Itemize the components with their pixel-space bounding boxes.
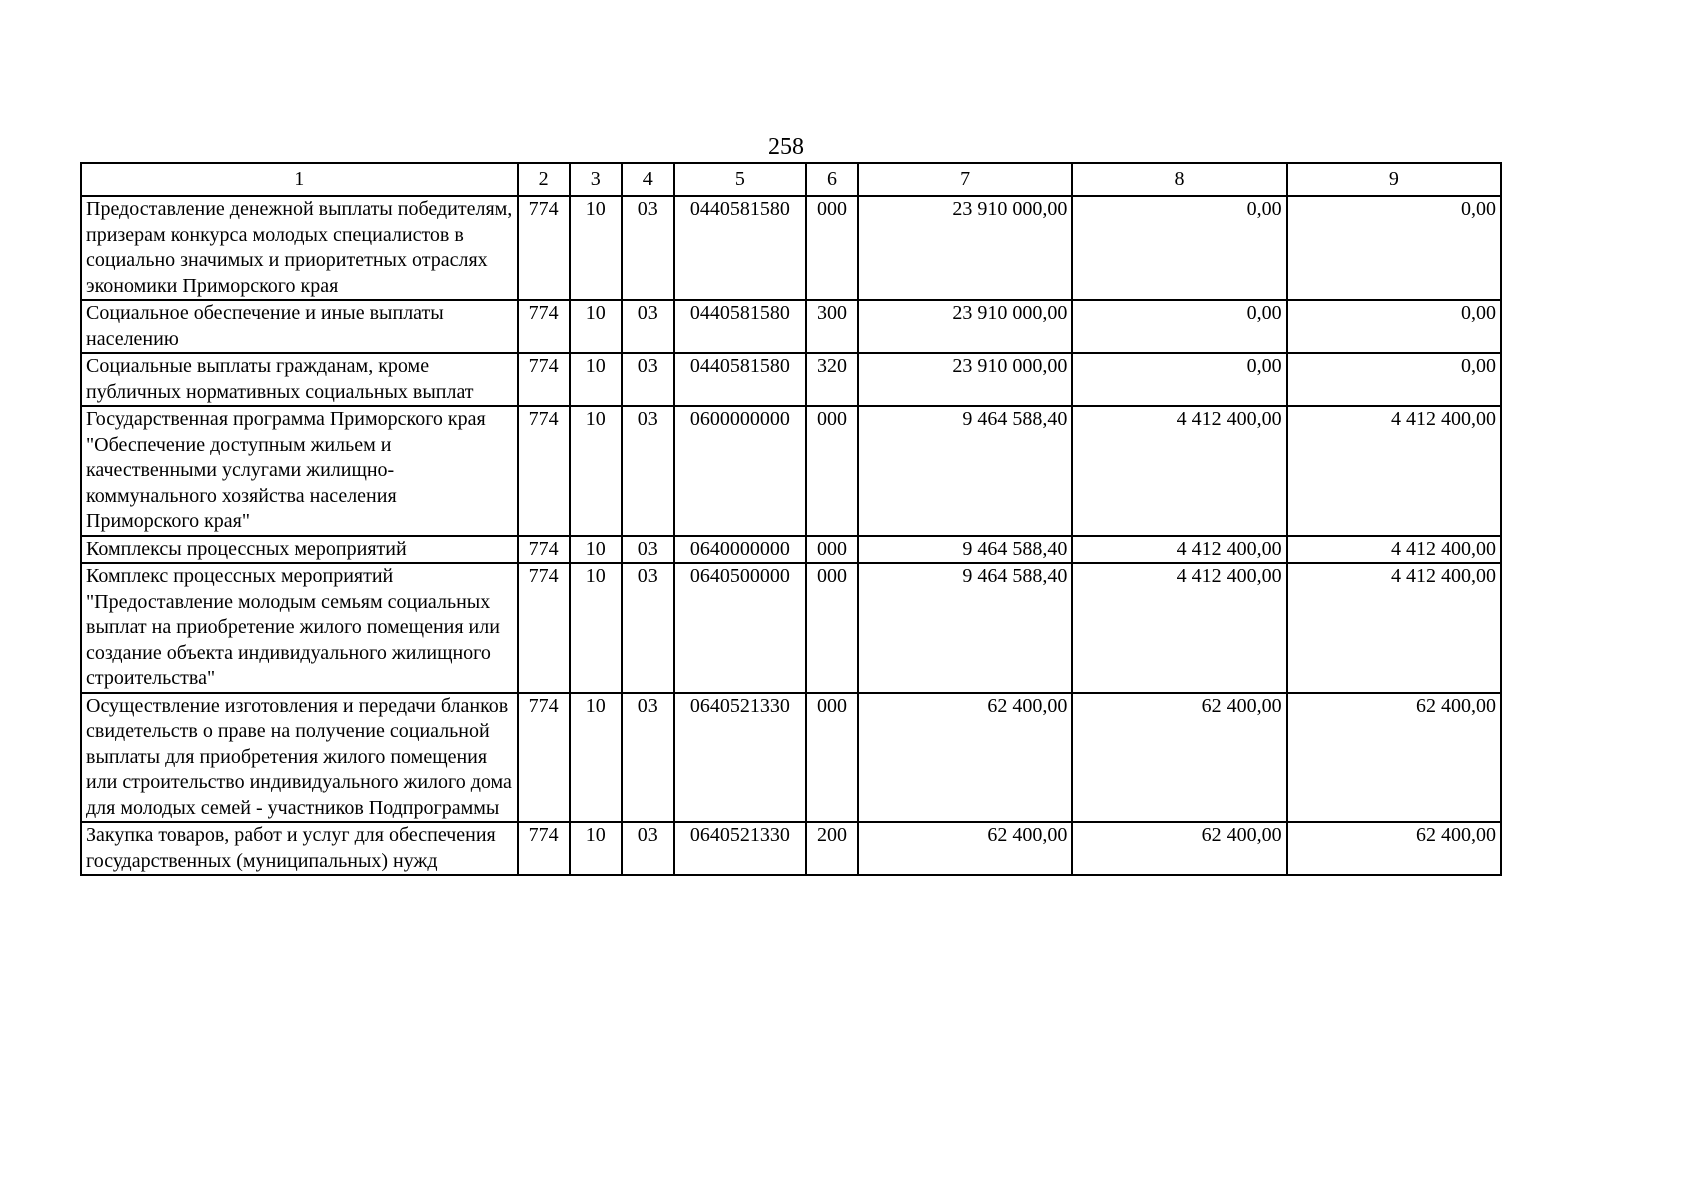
column-header-6: 6 [806, 163, 858, 196]
page-number: 258 [768, 134, 804, 160]
column-header-3: 3 [570, 163, 622, 196]
cell-amount-col9: 62 400,00 [1287, 822, 1501, 875]
cell-amount-col9: 0,00 [1287, 300, 1501, 353]
column-header-1: 1 [81, 163, 518, 196]
cell-subsection-code: 03 [622, 693, 674, 823]
cell-subsection-code: 03 [622, 822, 674, 875]
cell-amount-col9: 62 400,00 [1287, 693, 1501, 823]
cell-amount-col8: 4 412 400,00 [1072, 536, 1286, 564]
cell-section-code: 10 [570, 196, 622, 300]
cell-subsection-code: 03 [622, 536, 674, 564]
cell-amount-col7: 62 400,00 [858, 693, 1072, 823]
table-row [81, 353, 1501, 406]
cell-amount-col7: 62 400,00 [858, 822, 1072, 875]
cell-section-code: 10 [570, 822, 622, 875]
cell-amount-col9: 0,00 [1287, 196, 1501, 300]
column-header-4: 4 [622, 163, 674, 196]
cell-amount-col9: 4 412 400,00 [1287, 536, 1501, 564]
row-name: Комплексы процессных мероприятий [81, 536, 518, 564]
cell-target-article: 0440581580 [674, 196, 806, 300]
cell-subsection-code: 03 [622, 563, 674, 693]
cell-amount-col7: 9 464 588,40 [858, 406, 1072, 536]
cell-amount-col7: 9 464 588,40 [858, 563, 1072, 693]
cell-amount-col8: 62 400,00 [1072, 822, 1286, 875]
cell-subsection-code: 03 [622, 300, 674, 353]
row-name: Осуществление изготовления и передачи бланков свидетельств о праве на получение социальной выплаты для приобретения жилого помещения или строительство индивидуального жилого дома для молодых семей - участников Подпрограммы [81, 693, 518, 823]
row-name: Социальные выплаты гражданам, кроме публичных нормативных социальных выплат [81, 353, 518, 406]
cell-expense-type: 000 [806, 693, 858, 823]
row-name: Закупка товаров, работ и услуг для обеспечения государственных (муниципальных) нужд [81, 822, 518, 875]
cell-amount-col8: 4 412 400,00 [1072, 406, 1286, 536]
cell-amount-col9: 4 412 400,00 [1287, 563, 1501, 693]
cell-amount-col7: 23 910 000,00 [858, 300, 1072, 353]
cell-ministry-code: 774 [518, 300, 570, 353]
cell-ministry-code: 774 [518, 822, 570, 875]
row-name: Государственная программа Приморского края "Обеспечение доступным жильем и качественными услугами жилищно-коммунального хозяйства населения Приморского края" [81, 406, 518, 536]
table-row [81, 563, 1501, 693]
table-row [81, 693, 1501, 823]
cell-ministry-code: 774 [518, 536, 570, 564]
cell-expense-type: 200 [806, 822, 858, 875]
cell-amount-col9: 4 412 400,00 [1287, 406, 1501, 536]
cell-expense-type: 000 [806, 563, 858, 693]
cell-expense-type: 000 [806, 406, 858, 536]
cell-section-code: 10 [570, 353, 622, 406]
column-header-7: 7 [858, 163, 1072, 196]
cell-target-article: 0640521330 [674, 693, 806, 823]
cell-section-code: 10 [570, 300, 622, 353]
cell-amount-col8: 4 412 400,00 [1072, 563, 1286, 693]
cell-target-article: 0600000000 [674, 406, 806, 536]
table-row [81, 300, 1501, 353]
column-header-2: 2 [518, 163, 570, 196]
header-row [81, 163, 1501, 196]
cell-target-article: 0440581580 [674, 353, 806, 406]
row-name: Предоставление денежной выплаты победителям, призерам конкурса молодых специалистов в социально значимых и приоритетных отраслях экономики Приморского края [81, 196, 518, 300]
cell-expense-type: 000 [806, 196, 858, 300]
cell-ministry-code: 774 [518, 563, 570, 693]
budget-table [80, 162, 1502, 876]
cell-amount-col8: 0,00 [1072, 196, 1286, 300]
cell-amount-col9: 0,00 [1287, 353, 1501, 406]
cell-subsection-code: 03 [622, 406, 674, 536]
cell-amount-col8: 0,00 [1072, 300, 1286, 353]
cell-ministry-code: 774 [518, 353, 570, 406]
column-header-8: 8 [1072, 163, 1286, 196]
cell-ministry-code: 774 [518, 406, 570, 536]
cell-amount-col7: 23 910 000,00 [858, 353, 1072, 406]
cell-amount-col7: 23 910 000,00 [858, 196, 1072, 300]
table-row [81, 822, 1501, 875]
cell-ministry-code: 774 [518, 196, 570, 300]
table-row [81, 406, 1501, 536]
cell-target-article: 0640500000 [674, 563, 806, 693]
cell-section-code: 10 [570, 693, 622, 823]
cell-target-article: 0440581580 [674, 300, 806, 353]
cell-expense-type: 300 [806, 300, 858, 353]
table-row [81, 536, 1501, 564]
cell-ministry-code: 774 [518, 693, 570, 823]
table-row [81, 196, 1501, 300]
cell-amount-col8: 0,00 [1072, 353, 1286, 406]
cell-expense-type: 000 [806, 536, 858, 564]
cell-subsection-code: 03 [622, 353, 674, 406]
cell-target-article: 0640521330 [674, 822, 806, 875]
cell-expense-type: 320 [806, 353, 858, 406]
column-header-9: 9 [1287, 163, 1501, 196]
cell-amount-col8: 62 400,00 [1072, 693, 1286, 823]
column-header-5: 5 [674, 163, 806, 196]
cell-subsection-code: 03 [622, 196, 674, 300]
cell-section-code: 10 [570, 563, 622, 693]
cell-target-article: 0640000000 [674, 536, 806, 564]
cell-amount-col7: 9 464 588,40 [858, 536, 1072, 564]
cell-section-code: 10 [570, 536, 622, 564]
row-name: Социальное обеспечение и иные выплаты населению [81, 300, 518, 353]
cell-section-code: 10 [570, 406, 622, 536]
row-name: Комплекс процессных мероприятий "Предоставление молодым семьям социальных выплат на приобретение жилого помещения или создание объекта индивидуального жилищного строительства" [81, 563, 518, 693]
